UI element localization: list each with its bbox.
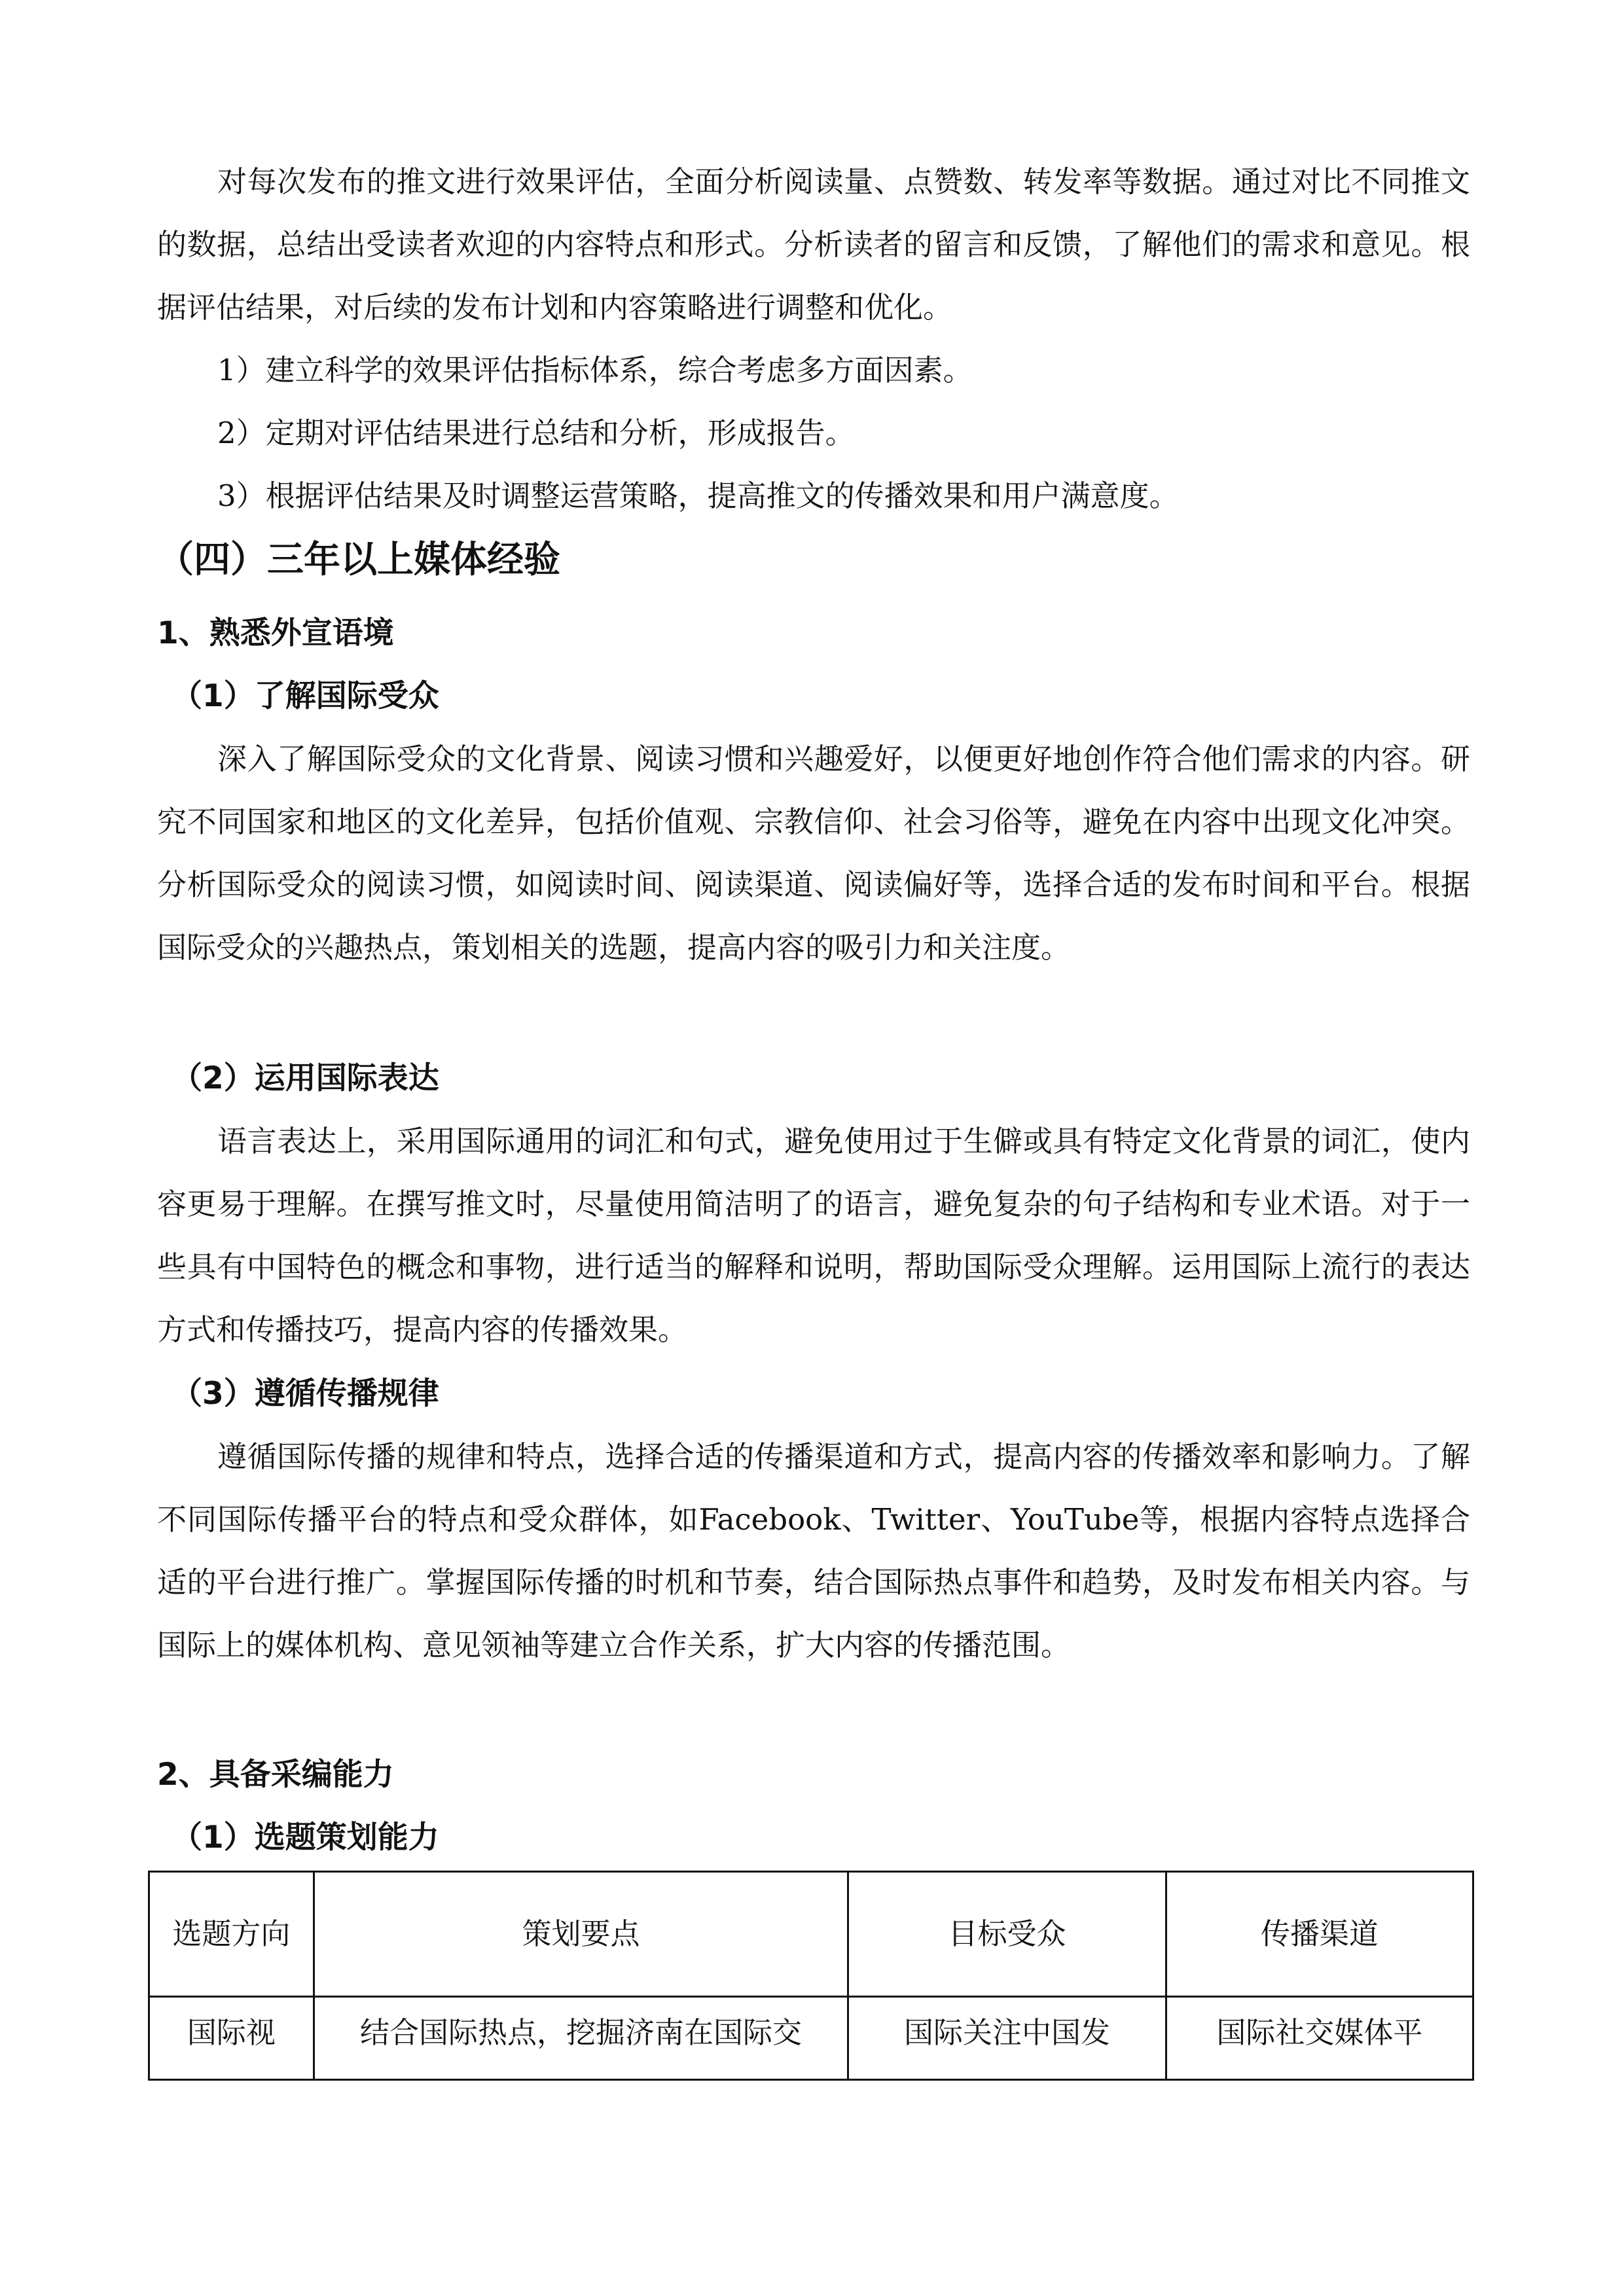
- topic-planning-table: [148, 1871, 1474, 2081]
- item-paragraph-3: 遵循国际传播的规律和特点，选择合适的传播渠道和方式，提高内容的传播效率和影响力。了解不同国际传播平台的特点和受众群体，如Facebook、Twitter、YouTube等，根据内容特点选择合适的平台进行推广。掌握国际传播的时机和节奏，结合国际热点事件和趋势，及时发布相关内容。与国际上的媒体机构、意见领袖等建立合作关系，扩大内容的传播范围。: [157, 1439, 1470, 1662]
- section-heading: （四）三年以上媒体经验: [157, 539, 560, 581]
- table-header-cell: 策划要点: [314, 1872, 848, 1997]
- item-paragraph-1: 深入了解国际受众的文化背景、阅读习惯和兴趣爱好，以便更好地创作符合他们需求的内容。研究不同国家和地区的文化差异，包括价值观、宗教信仰、社会习俗等，避免在内容中出现文化冲突。分析国际受众的阅读习惯，如阅读时间、阅读渠道、阅读偏好等，选择合适的发布时间和平台。根据国际受众的兴趣热点，策划相关的选题，提高内容的吸引力和关注度。: [157, 742, 1470, 965]
- table-header-cell: 选题方向: [149, 1872, 314, 1997]
- table-cell: 国际关注中国发: [848, 1997, 1166, 2080]
- table-row: [149, 1997, 1473, 2080]
- list-item-3: 3）根据评估结果及时调整运营策略，提高推文的传播效果和用户满意度。: [217, 478, 1179, 513]
- table-cell: 国际社交媒体平: [1166, 1997, 1473, 2080]
- table-header-cell: 目标受众: [848, 1872, 1166, 1997]
- table-cell: 结合国际热点，挖掘济南在国际交: [314, 1997, 848, 2080]
- list-item-2: 2）定期对评估结果进行总结和分析，形成报告。: [217, 416, 855, 450]
- item-heading-1: （1）了解国际受众: [171, 678, 439, 714]
- table-header-row: [149, 1872, 1473, 1997]
- subsection-heading-2: 2、具备采编能力: [157, 1757, 394, 1793]
- item-heading-2: （2）运用国际表达: [171, 1060, 439, 1096]
- item-heading-4: （1）选题策划能力: [171, 1820, 439, 1856]
- table-cell: 国际视: [149, 1997, 314, 2080]
- intro-paragraph: 对每次发布的推文进行效果评估，全面分析阅读量、点赞数、转发率等数据。通过对比不同推文的数据，总结出受读者欢迎的内容特点和形式。分析读者的留言和反馈，了解他们的需求和意见。根据评估结果，对后续的发布计划和内容策略进行调整和优化。: [157, 164, 1470, 325]
- list-item-1: 1）建立科学的效果评估指标体系，综合考虑多方面因素。: [217, 353, 973, 387]
- item-heading-3: （3）遵循传播规律: [171, 1376, 439, 1412]
- table-header-cell: 传播渠道: [1166, 1872, 1473, 1997]
- subsection-heading-1: 1、熟悉外宣语境: [157, 615, 394, 651]
- item-paragraph-2: 语言表达上，采用国际通用的词汇和句式，避免使用过于生僻或具有特定文化背景的词汇，使内容更易于理解。在撰写推文时，尽量使用简洁明了的语言，避免复杂的句子结构和专业术语。对于一些具有中国特色的概念和事物，进行适当的解释和说明，帮助国际受众理解。运用国际上流行的表达方式和传播技巧，提高内容的传播效果。: [157, 1124, 1470, 1347]
